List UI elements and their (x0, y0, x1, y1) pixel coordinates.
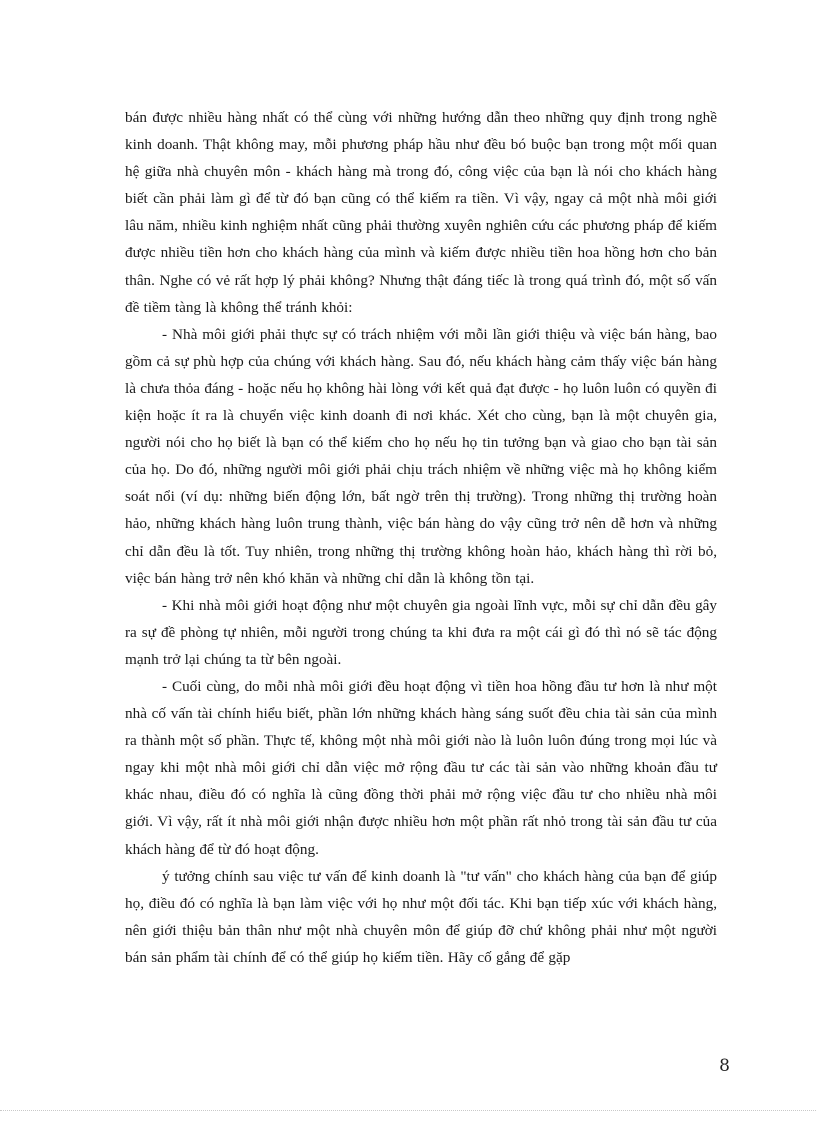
paragraph-continuation: bán được nhiều hàng nhất có thể cùng với những hướng dẫn theo những quy định trong nghề kinh doanh. Thật không may, mỗi phương pháp hầu như đều bó buộc bạn trong một mối quan hệ giữa nhà chuyên môn - khách hàng mà trong đó, công việc của bạn là nói cho khách hàng biết cần phải làm gì để từ đó bạn cũng có thể kiếm ra tiền. Vì vậy, ngay cả một nhà môi giới lâu năm, nhiều kinh nghiệm nhất cũng phải thường xuyên nghiên cứu các phương pháp để kiếm được nhiều tiền hơn cho khách hàng của mình và kiếm được nhiều tiền hoa hồng hơn cho bản thân. Nghe có vẻ rất hợp lý phải không? Nhưng thật đáng tiếc là trong quá trình đó, một số vấn đề tiềm tàng là không thể tránh khỏi: (125, 109, 717, 316)
page-bottom-divider (0, 1110, 816, 1111)
page-number: 8 (719, 1056, 730, 1076)
body-text (125, 104, 717, 971)
paragraph-outside-expert: - Khi nhà môi giới hoạt động như một chuyên gia ngoài lĩnh vực, mỗi sự chỉ dẫn đều gây ra sự đề phòng tự nhiên, mỗi người trong chúng ta khi đưa ra một cái gì đó thì nó sẽ tác động mạnh trở lại chúng ta từ bên ngoài. (125, 596, 717, 668)
paragraph-commission: - Cuối cùng, do mỗi nhà môi giới đều hoạt động vì tiền hoa hồng đầu tư hơn là như một nhà cố vấn tài chính hiểu biết, phần lớn những khách hàng sáng suốt đều chia tài sản của mình ra thành một số phần. Thực tế, không một nhà môi giới nào là luôn luôn đúng trong mọi lúc và ngay khi một nhà môi giới chỉ dẫn việc mở rộng đầu tư các tài sản vào những khoản đầu tư khác nhau, điều đó có nghĩa là cũng đồng thời phải mở rộng việc đầu tư cho nhiều nhà môi giới. Vì vậy, rất ít nhà môi giới nhận được nhiều hơn một phần rất nhỏ trong tài sản đầu tư của khách hàng để từ đó hoạt động. (125, 677, 717, 858)
paragraph-broker-responsibility: - Nhà môi giới phải thực sự có trách nhiệm với mỗi lần giới thiệu và việc bán hàng, bao gồm cả sự phù hợp của chúng với khách hàng. Sau đó, nếu khách hàng cảm thấy việc bán hàng là chưa thỏa đáng - hoặc nếu họ không hài lòng với kết quả đạt được - họ luôn luôn có quyền đi kiện hoặc ít ra là chuyển việc kinh doanh đi nơi khác. Xét cho cùng, bạn là một chuyên gia, người nói cho họ biết là bạn có thể kiếm cho họ nếu họ tin tưởng bạn và giao cho bạn tài sản của họ. Do đó, những người môi giới phải chịu trách nhiệm về những việc mà họ không kiểm soát nổi (ví dụ: những biến động lớn, bất ngờ trên thị trường). Trong những thị trường hoàn hảo, những khách hàng luôn trung thành, việc bán hàng do vậy cũng trở nên dễ hơn và những chỉ dẫn đều là tốt. Tuy nhiên, trong những thị trường không hoàn hảo, khách hàng thì rời bỏ, việc bán hàng trở nên khó khăn và những chỉ dẫn là không tồn tại. (125, 325, 717, 587)
paragraph-consulting-idea: ý tưởng chính sau việc tư vấn để kinh doanh là "tư vấn" cho khách hàng của bạn để giúp họ, điều đó có nghĩa là bạn làm việc với họ như một đối tác. Khi bạn tiếp xúc với khách hàng, nên giới thiệu bản thân như một nhà chuyên môn để giúp đỡ chứ không phải như một người bán sản phẩm tài chính để có thể giúp họ kiếm tiền. Hãy cố gắng để gặp (125, 867, 717, 966)
